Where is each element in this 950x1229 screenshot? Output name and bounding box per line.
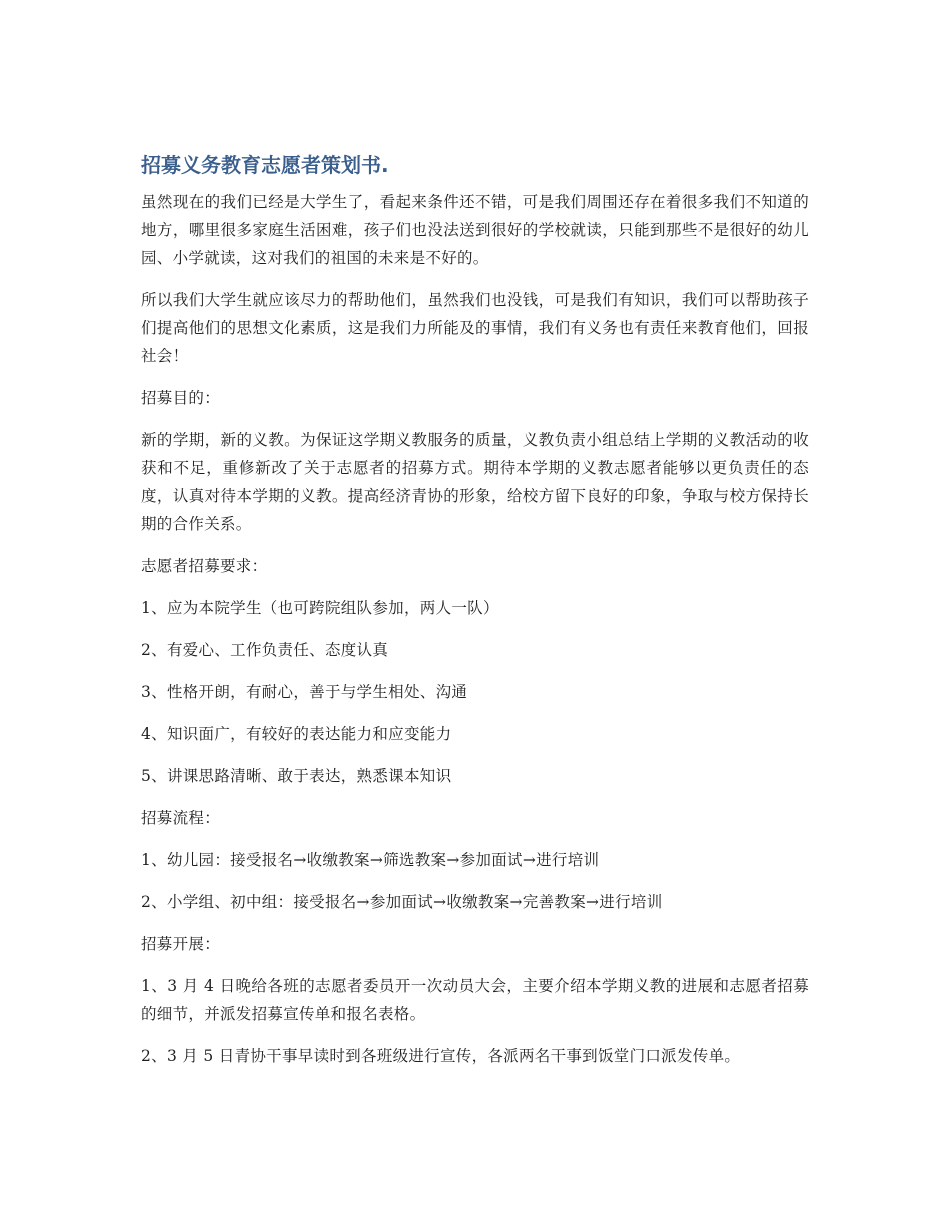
requirement-item: 2、有爱心、工作负责任、态度认真 xyxy=(141,641,389,659)
purpose-heading: 招募目的： xyxy=(141,389,221,407)
process-heading: 招募流程： xyxy=(141,809,221,827)
launch-item: 2、3 月 5 日青协干事早读时到各班级进行宣传，各派两名干事到饭堂门口派发传单。 xyxy=(141,1047,741,1065)
document-page xyxy=(141,148,809,1084)
requirement-item: 5、讲课思路清晰、敢于表达，熟悉课本知识 xyxy=(141,767,452,785)
launch-heading: 招募开展： xyxy=(141,935,221,953)
process-item: 2、小学组、初中组：接受报名→参加面试→收缴教案→完善教案→进行培训 xyxy=(141,893,663,911)
intro-paragraph-2: 所以我们大学生就应该尽力的帮助他们，虽然我们也没钱，可是我们有知识，我们可以帮助孩子们提高他们的思想文化素质，这是我们力所能及的事情，我们有义务也有责任来教育他们，回报社会！ xyxy=(141,291,809,365)
requirements-heading: 志愿者招募要求： xyxy=(141,557,268,575)
requirement-item: 4、知识面广，有较好的表达能力和应变能力 xyxy=(141,725,452,743)
intro-paragraph-1: 虽然现在的我们已经是大学生了，看起来条件还不错，可是我们周围还存在着很多我们不知道的地方，哪里很多家庭生活困难，孩子们也没法送到很好的学校就读，只能到那些不是很好的幼儿园、小学就读，这对我们的祖国的未来是不好的。 xyxy=(141,193,809,267)
document-title: 招募义务教育志愿者策划书. xyxy=(141,153,389,177)
process-item: 1、幼儿园：接受报名→收缴教案→筛选教案→参加面试→进行培训 xyxy=(141,851,600,869)
purpose-paragraph: 新的学期，新的义教。为保证这学期义教服务的质量，义教负责小组总结上学期的义教活动的收获和不足，重修新改了关于志愿者的招募方式。期待本学期的义教志愿者能够以更负责任的态度，认真对待本学期的义教。提高经济青协的形象，给校方留下良好的印象，争取与校方保持长期的合作关系。 xyxy=(141,431,809,533)
launch-item: 1、3 月 4 日晚给各班的志愿者委员开一次动员大会，主要介绍本学期义教的进展和志愿者招募的细节，并派发招募宣传单和报名表格。 xyxy=(141,977,809,1023)
requirement-item: 3、性格开朗，有耐心，善于与学生相处、沟通 xyxy=(141,683,468,701)
requirement-item: 1、应为本院学生（也可跨院组队参加，两人一队） xyxy=(141,599,499,617)
